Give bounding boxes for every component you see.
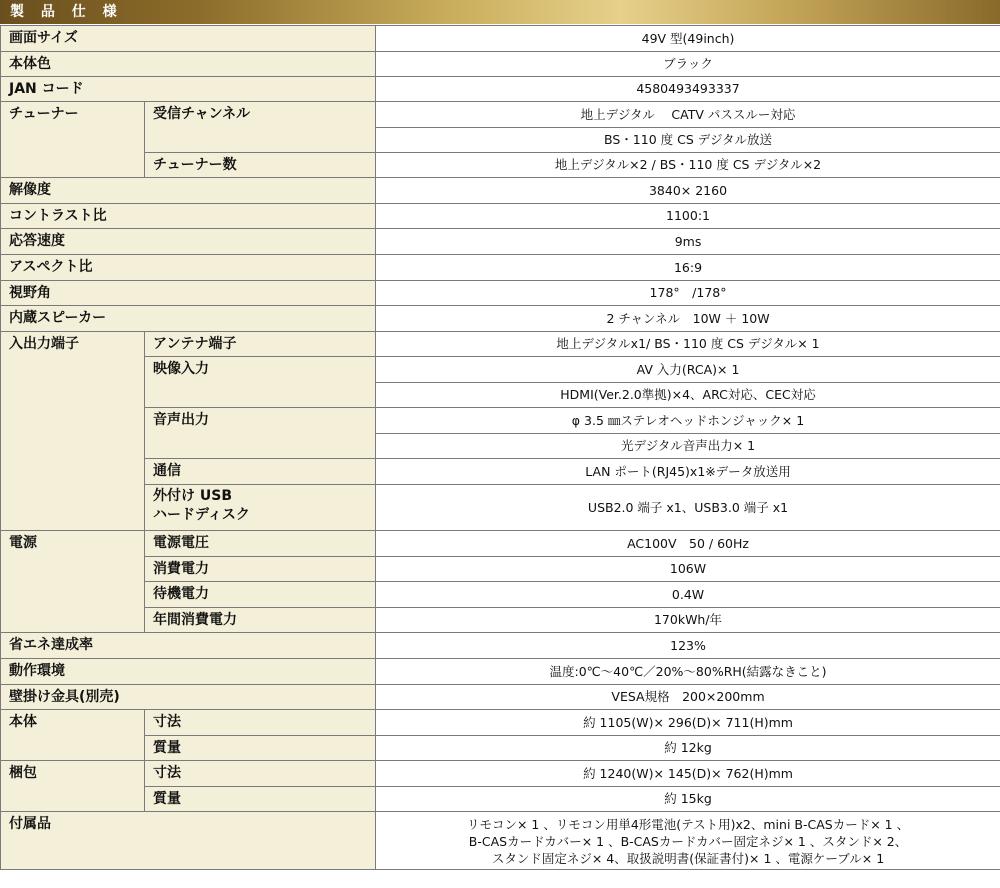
row-value: 3840× 2160: [376, 178, 1000, 204]
row-value: 温度:0℃～40℃／20%～80%RH(結露なきこと): [376, 659, 1000, 685]
row-value: 地上デジタルx1/ BS・110 度 CS デジタル× 1: [376, 332, 1000, 357]
sub-label: 消費電力: [145, 557, 376, 582]
table-row-io-comm: [1, 459, 1000, 485]
row-label: 入出力端子: [1, 332, 145, 531]
table-row-body-weight: [1, 736, 1000, 761]
row-label: 画面サイズ: [1, 26, 376, 52]
section-header: [0, 0, 1000, 24]
row-label: 梱包: [1, 761, 145, 812]
accessories-line-1: リモコン× 1 、リモコン用単4形電池(テスト用)x2、mini B-CASカード× 1 、: [466, 816, 910, 832]
table-row-energy: [1, 633, 1000, 659]
table-row-screen-size: [1, 26, 1000, 52]
table-row-viewing-angle: [1, 281, 1000, 306]
row-label: JAN コード: [1, 77, 376, 102]
usb-label-line-2: ハードディスク: [153, 507, 250, 523]
row-label: 付属品: [1, 812, 376, 870]
row-value: 約 15kg: [376, 787, 1000, 812]
row-label: 動作環境: [1, 659, 376, 685]
table-row-body-dimensions: [1, 710, 1000, 736]
table-row-aspect: [1, 255, 1000, 281]
table-row-color: [1, 52, 1000, 77]
table-row-speaker: [1, 306, 1000, 332]
table-row-wall-mount: [1, 685, 1000, 710]
row-value: 約 1240(W)× 145(D)× 762(H)mm: [376, 761, 1000, 787]
sub-label: 受信チャンネル: [145, 102, 376, 153]
sub-label: アンテナ端子: [145, 332, 376, 357]
row-value: 地上デジタル CATV パススルー対応: [376, 102, 1000, 128]
table-row-io-audio-1: [1, 408, 1000, 434]
row-label: 解像度: [1, 178, 376, 204]
row-value: 約 1105(W)× 296(D)× 711(H)mm: [376, 710, 1000, 736]
row-label: 応答速度: [1, 229, 376, 255]
table-row-power-annual: [1, 608, 1000, 633]
row-value: HDMI(Ver.2.0準拠)×4、ARC対応、CEC対応: [376, 383, 1000, 408]
accessories-line-3: スタンド固定ネジ× 4、取扱説明書(保証書付)× 1 、電源ケーブル× 1: [491, 850, 885, 866]
row-label: 壁掛け金具(別売): [1, 685, 376, 710]
table-row-resolution: [1, 178, 1000, 204]
table-row-jan: [1, 77, 1000, 102]
sub-label: チューナー数: [145, 153, 376, 178]
row-label: 視野角: [1, 281, 376, 306]
section-title: 製 品 仕 様: [10, 4, 123, 20]
row-value: VESA規格 200×200mm: [376, 685, 1000, 710]
row-value: AV 入力(RCA)× 1: [376, 357, 1000, 383]
sub-label: 質量: [145, 736, 376, 761]
table-row-response: [1, 229, 1000, 255]
sub-label: 寸法: [145, 710, 376, 736]
row-value: [376, 812, 1000, 870]
row-label: 電源: [1, 531, 145, 633]
table-row-package-weight: [1, 787, 1000, 812]
sub-label: 電源電圧: [145, 531, 376, 557]
row-value: 光デジタル音声出力× 1: [376, 434, 1000, 459]
sub-label: 寸法: [145, 761, 376, 787]
table-row-tuner-receive-1: [1, 102, 1000, 128]
row-label: チューナー: [1, 102, 145, 178]
table-row-environment: [1, 659, 1000, 685]
table-row-tuner-count: [1, 153, 1000, 178]
accessories-line-2: B-CASカードカバー× 1 、B-CASカードカバー固定ネジ× 1 、スタンド× 2、: [468, 833, 908, 849]
sub-label: 音声出力: [145, 408, 376, 459]
row-value: AC100V 50 / 60Hz: [376, 531, 1000, 557]
row-value: 9ms: [376, 229, 1000, 255]
row-label: 省エネ達成率: [1, 633, 376, 659]
row-value: 170kWh/年: [376, 608, 1000, 633]
row-value: φ 3.5 ㎜ステレオヘッドホンジャック× 1: [376, 408, 1000, 434]
table-row-io-usb: [1, 485, 1000, 529]
row-value: 2 チャンネル 10W ＋ 10W: [376, 306, 1000, 332]
sub-label: [145, 485, 376, 531]
sub-label: 年間消費電力: [145, 608, 376, 633]
row-value: 4580493493337: [376, 77, 1000, 102]
table-row-power-voltage: [1, 531, 1000, 557]
row-value: ブラック: [376, 52, 1000, 77]
row-value: 16:9: [376, 255, 1000, 281]
sub-label: 通信: [145, 459, 376, 485]
row-value: 約 12kg: [376, 736, 1000, 761]
row-value: 106W: [376, 557, 1000, 582]
usb-label-line-1: 外付け USB: [153, 488, 232, 504]
row-value: 地上デジタル×2 / BS・110 度 CS デジタル×2: [376, 153, 1000, 178]
table-row-power-consumption: [1, 557, 1000, 582]
table-row-io-antenna: [1, 332, 1000, 357]
table-row-package-dimensions: [1, 761, 1000, 787]
row-value: BS・110 度 CS デジタル放送: [376, 128, 1000, 153]
row-value: 0.4W: [376, 582, 1000, 608]
table-row-power-standby: [1, 582, 1000, 608]
row-label: 内蔵スピーカー: [1, 306, 376, 332]
sub-label: 映像入力: [145, 357, 376, 408]
row-value: 49V 型(49inch): [376, 26, 1000, 52]
row-value: LAN ポート(RJ45)x1※データ放送用: [376, 459, 1000, 485]
sub-label: 待機電力: [145, 582, 376, 608]
row-value: 123%: [376, 633, 1000, 659]
row-value: 1100:1: [376, 204, 1000, 229]
row-label: コントラスト比: [1, 204, 376, 229]
table-row-contrast: [1, 204, 1000, 229]
row-label: 本体: [1, 710, 145, 761]
row-label: アスペクト比: [1, 255, 376, 281]
row-value: 178° /178°: [376, 281, 1000, 306]
row-label: 本体色: [1, 52, 376, 77]
table-row-io-video-1: [1, 357, 1000, 383]
spec-table: [0, 25, 1000, 870]
sub-label: 質量: [145, 787, 376, 812]
row-value: USB2.0 端子 x1、USB3.0 端子 x1: [376, 485, 1000, 531]
table-row-accessories: [1, 812, 1000, 870]
